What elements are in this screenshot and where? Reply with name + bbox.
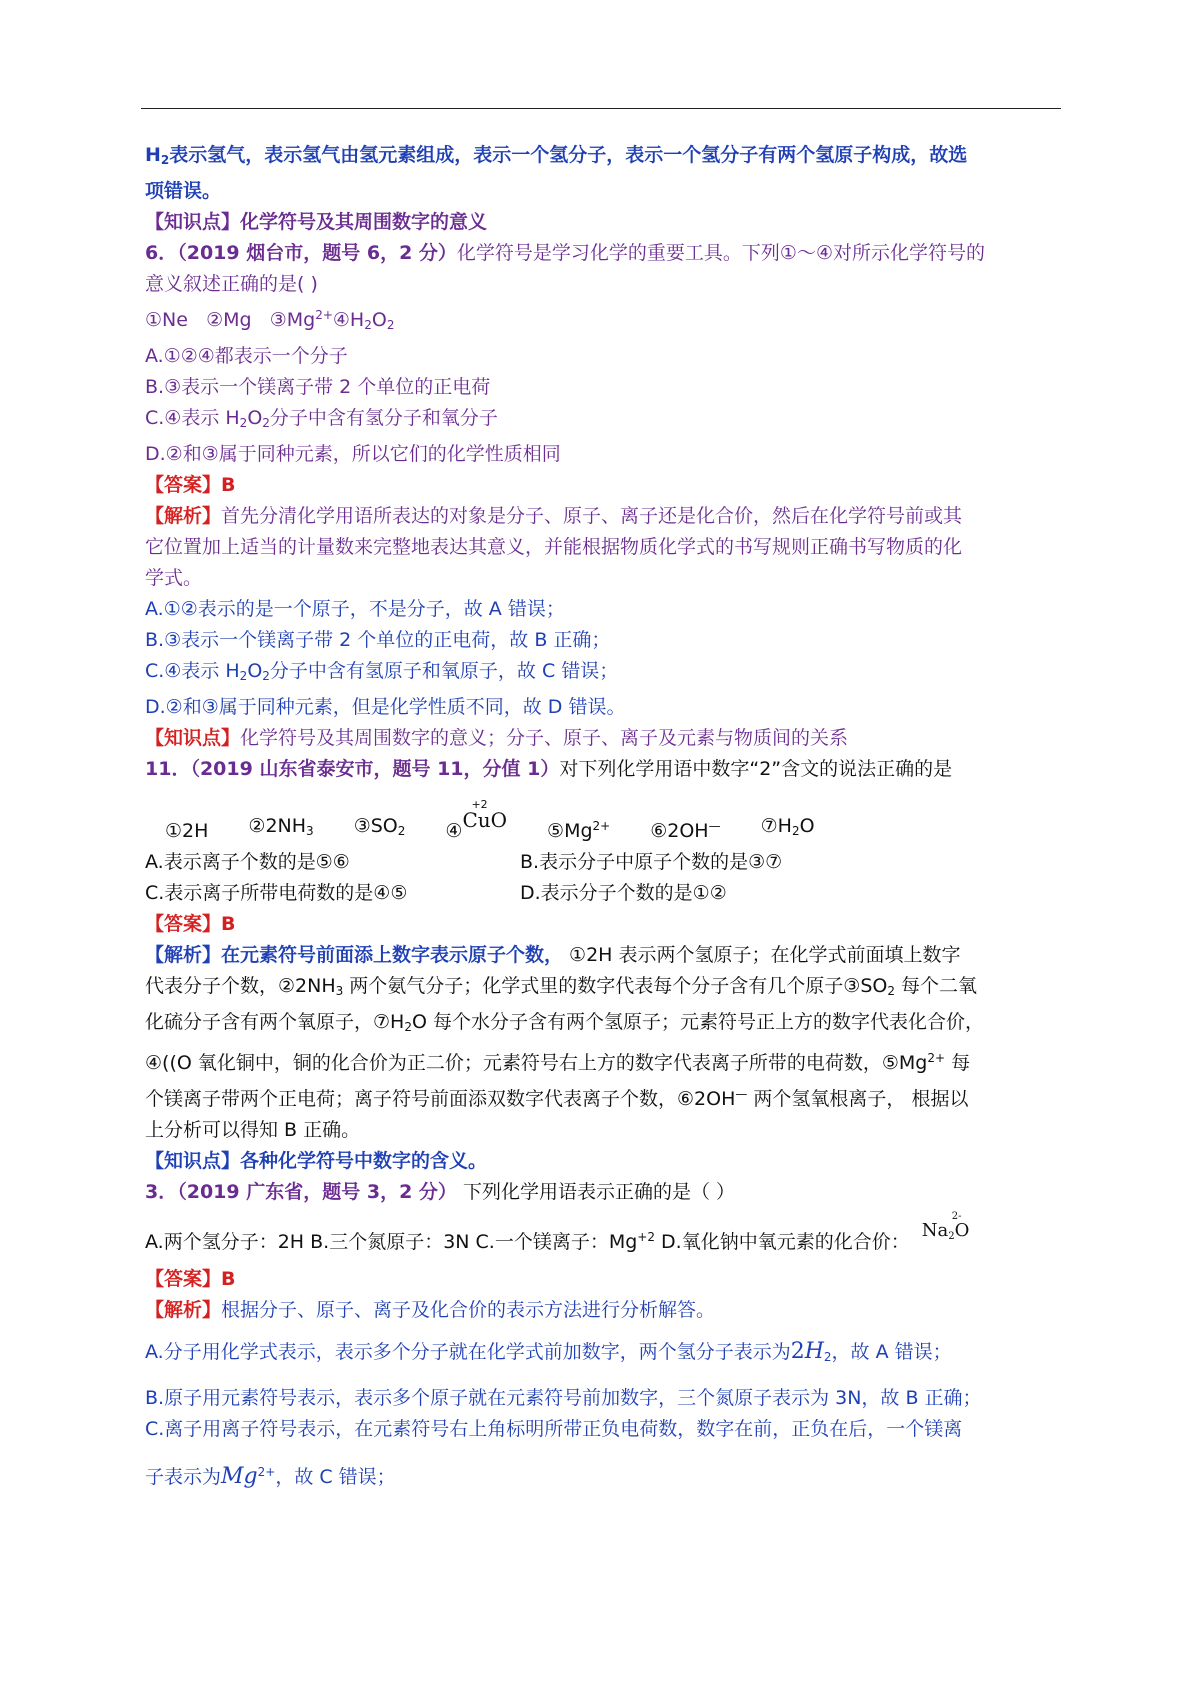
q6-explain-a: A.①②表示的是一个原子，不是分子，故 A 错误；	[145, 598, 565, 620]
q11-option-d: D.表示分子个数的是①②	[520, 882, 727, 904]
q3-options: A.两个氢分子：2H B.三个氮原子：3N C.一个镁离子：$Mg^{+2}$ D.氧化钠中氧元素的化合价： 2- $Na_2O$	[145, 1211, 970, 1253]
q11-formulas	[145, 785, 1060, 847]
knowledge-point-1: 【知识点】化学符号及其周围数字的意义	[145, 211, 488, 233]
header-rule	[141, 108, 1061, 109]
formula-2: $②2NH_3$	[248, 815, 314, 838]
q6-symbols: ①Ne ②Mg $③Mg^{2+}④H_2O_2$	[145, 308, 395, 332]
q6-explain-b: B.③表示一个镁离子带 2 个单位的正电荷，故 B 正确；	[145, 629, 611, 651]
q6-option-c: C.④表示 $H_2O_2$分子中含有氢分子和氧分子	[145, 407, 498, 430]
top-line-2: 项错误。	[145, 180, 222, 202]
q11-options-row-1	[145, 847, 1060, 878]
q6-analysis-3: 学式。	[145, 567, 203, 589]
q6-analysis-2: 它位置加上适当的计量数来完整地表达其意义，并能根据物质化学式的书写规则正确书写物质的化	[145, 536, 963, 558]
q6-stem-line-1: 6．（2019 烟台市，题号 6，2 分）化学符号是学习化学的重要工具。下列①～④对所示化学符号的	[145, 242, 985, 264]
q3-explain-c-2: 子表示为$Mg^{2+}$，故 C 错误；	[145, 1464, 396, 1489]
q11-analysis-1: 【解析】在元素符号前面添上数字表示原子个数， ①2H 表示两个氢原子；在化学式前面填上数字	[145, 944, 961, 966]
q6-explain-c: C.④表示 $H_2O_2$分子中含有氢原子和氧原子，故 C 错误；	[145, 660, 619, 683]
q11-analysis-6: 上分析可以得知 B 正确。	[145, 1119, 361, 1141]
document-content	[145, 140, 1060, 1493]
q3-explain-c-1: C.离子用离子符号表示，在元素符号右上角标明所带正负电荷数，数字在前，正负在后，一个镁离	[145, 1418, 963, 1440]
q11-option-a: A.表示离子个数的是⑤⑥	[145, 851, 350, 873]
q3-explain-a: A.分子用化学式表示，表示多个分子就在化学式前加数字，两个氢分子表示为$2H_2$，故 A 错误；	[145, 1339, 952, 1364]
formula-3: $③SO_2$	[353, 815, 406, 838]
formula-7: $⑦H_2O$	[760, 815, 815, 838]
q11-options-row-2	[145, 878, 1060, 909]
q6-analysis-1: 【解析】首先分清化学用语所表达的对象是分子、原子、离子还是化合价，然后在化学符号前或其	[145, 505, 963, 527]
q11-analysis-2: 代表分子个数，$②2NH_3$ 两个氨气分子；化学式里的数字代表每个分子含有几个原子$③SO_2$ 每个二氧	[145, 975, 978, 998]
q3-explain-b: B.原子用元素符号表示，表示多个原子就在元素符号前加数字，三个氮原子表示为 3N，故 B 正确；	[145, 1387, 982, 1409]
q3-answer: 【答案】B	[145, 1268, 236, 1290]
top-line-1: $H_2$表示氢气，表示氢气由氢元素组成，表示一个氢分子，表示一个氢分子有两个氢原子构成，故选	[145, 144, 968, 167]
formula-6: ⑥2OH—	[650, 819, 721, 842]
formula-1: ①2H	[165, 820, 209, 842]
q6-answer: 【答案】B	[145, 474, 236, 496]
q11-analysis-4: ④((O 氧化铜中，铜的化合价为正二价；元素符号右上方的数字代表离子所带的电荷数，$⑤Mg^{2+}$ 每	[145, 1051, 971, 1074]
q3-stem: 3．（2019 广东省，题号 3，2 分） 下列化学用语表示正确的是（ ）	[145, 1181, 735, 1203]
na2o-formula: 2- $Na_2O$	[921, 1211, 970, 1242]
formula-5: $⑤Mg^{2+}$	[547, 819, 611, 842]
q6-option-d: D.②和③属于同种元素，所以它们的化学性质相同	[145, 443, 561, 465]
q6-explain-d: D.②和③属于同种元素，但是化学性质不同，故 D 错误。	[145, 696, 626, 718]
q6-knowledge: 【知识点】化学符号及其周围数字的意义；分子、原子、离子及元素与物质间的关系	[145, 727, 849, 749]
q6-option-b: B.③表示一个镁离子带 2 个单位的正电荷	[145, 376, 491, 398]
q11-knowledge: 【知识点】各种化学符号中数字的含义。	[145, 1150, 488, 1172]
q11-analysis-5: 个镁离子带两个正电荷；离子符号前面添双数字代表离子个数，⑥2OH— 两个氢氧根离子， 根据以	[145, 1087, 969, 1110]
q11-analysis-3: 化硫分子含有两个氧原子，$⑦H_2O$ 每个水分子含有两个氢原子；元素符号正上方的数字代表化合价，	[145, 1011, 984, 1034]
q11-option-b: B.表示分子中原子个数的是③⑦	[520, 851, 783, 873]
q6-stem-line-2: 意义叙述正确的是( )	[145, 273, 318, 295]
q11-answer: 【答案】B	[145, 913, 236, 935]
q11-stem: 11．（2019 山东省泰安市，题号 11，分值 1）对下列化学用语中数字“2”含文的说法正确的是	[145, 758, 953, 780]
q6-option-a: A.①②④都表示一个分子	[145, 345, 348, 367]
q11-option-c: C.表示离子所带电荷数的是④⑤	[145, 882, 408, 904]
q3-analysis: 【解析】根据分子、原子、离子及化合价的表示方法进行分析解答。	[145, 1299, 716, 1321]
formula-4: ④ +2 CuO	[445, 798, 508, 842]
